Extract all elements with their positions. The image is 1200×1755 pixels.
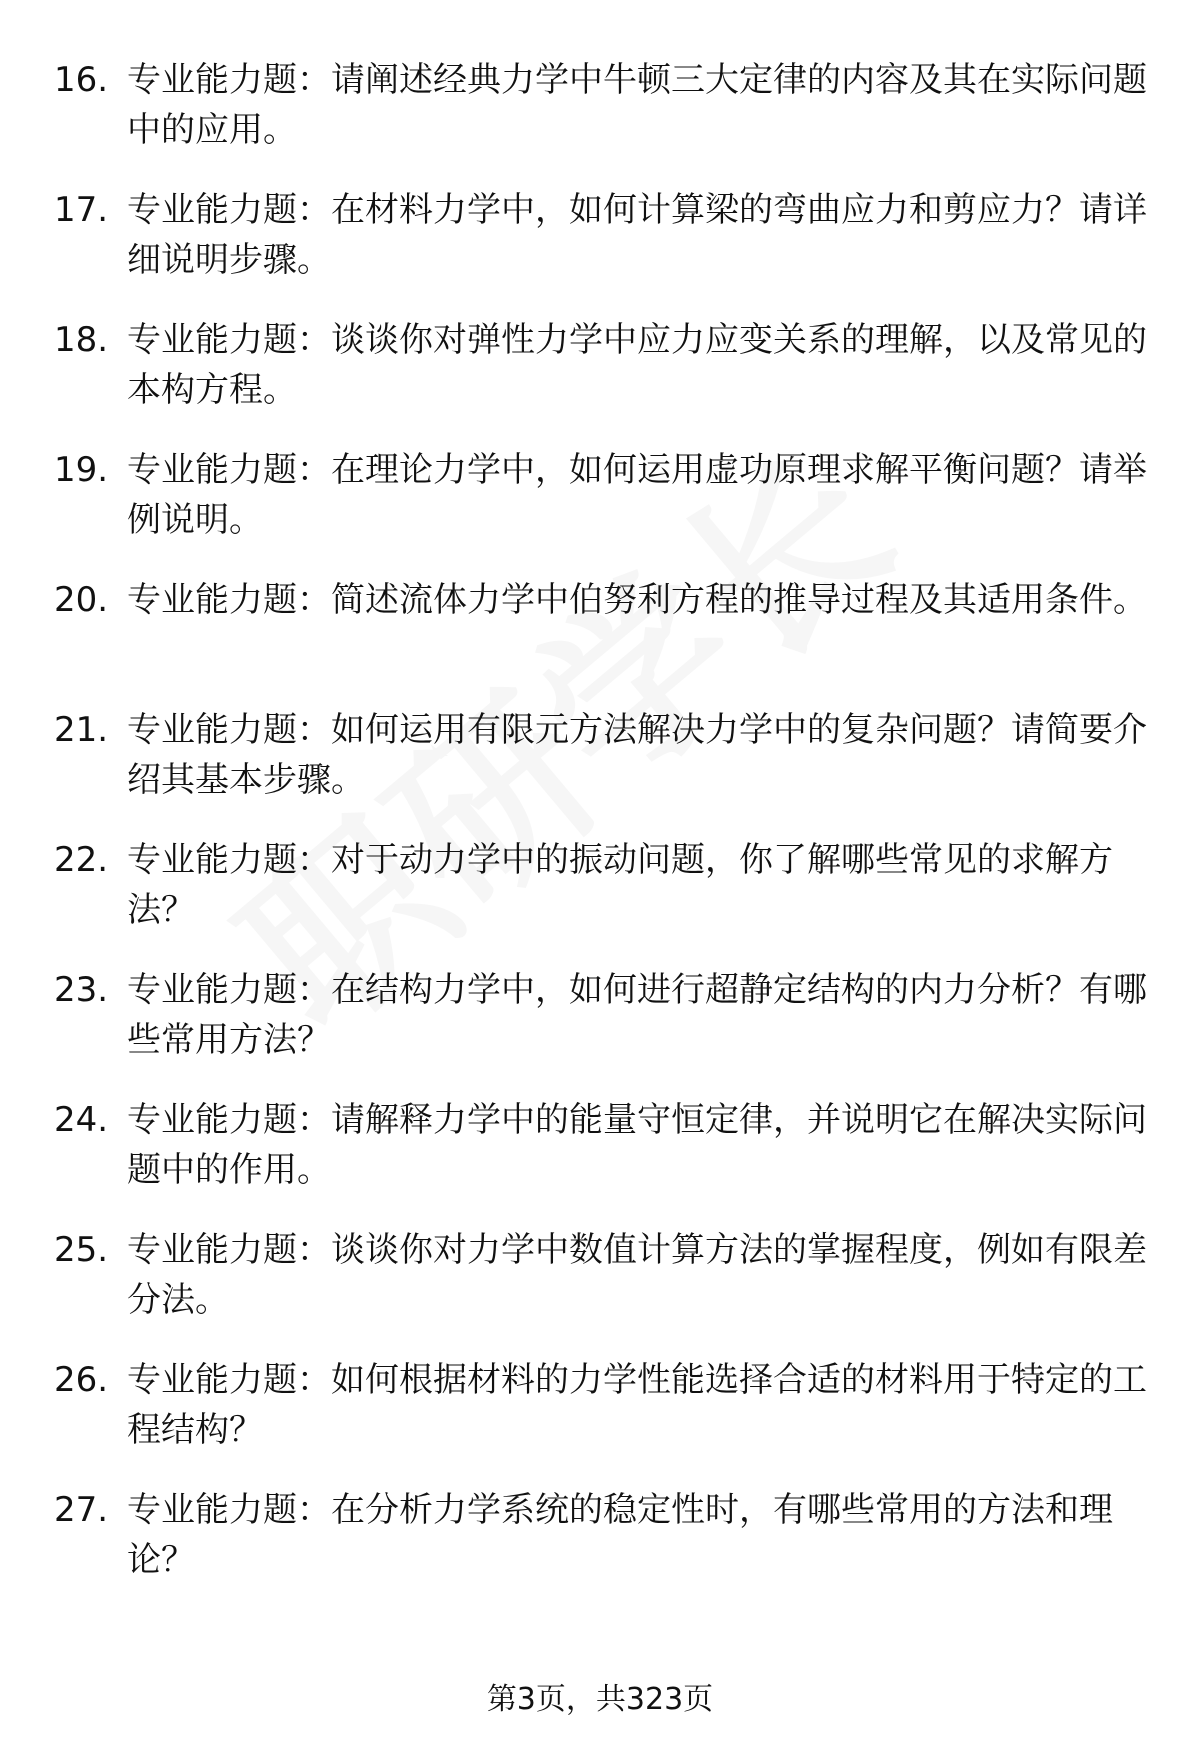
question-text: 专业能力题：谈谈你对弹性力学中应力应变关系的理解，以及常见的本构方程。 [127,320,1147,410]
question-number: 25. [54,1230,109,1270]
question-text: 专业能力题：如何根据材料的力学性能选择合适的材料用于特定的工程结构？ [127,1360,1147,1450]
question-number: 26. [54,1360,109,1400]
question-number: 19. [54,450,109,490]
question-text: 专业能力题：谈谈你对力学中数值计算方法的掌握程度，例如有限差分法。 [127,1230,1147,1320]
question-text: 专业能力题：在材料力学中，如何计算梁的弯曲应力和剪应力？请详细说明步骤。 [127,190,1147,280]
question-text: 专业能力题：在理论力学中，如何运用虚功原理求解平衡问题？请举例说明。 [127,450,1147,540]
question-text: 专业能力题：请解释力学中的能量守恒定律，并说明它在解决实际问题中的作用。 [127,1100,1147,1190]
question-text: 专业能力题：请阐述经典力学中牛顿三大定律的内容及其在实际问题中的应用。 [127,60,1147,150]
question-number: 18. [54,320,109,360]
question-number: 24. [54,1100,109,1140]
question-text: 专业能力题：对于动力学中的振动问题，你了解哪些常见的求解方法？ [127,840,1113,930]
question-number: 16. [54,60,109,100]
question-text: 专业能力题：在分析力学系统的稳定性时，有哪些常用的方法和理论？ [127,1490,1113,1580]
question-number: 21. [54,710,109,750]
page-footer: 第3页，共323页 [486,1682,714,1717]
question-number: 23. [54,970,109,1010]
question-number: 22. [54,840,109,880]
question-number: 17. [54,190,109,230]
question-text: 专业能力题：简述流体力学中伯努利方程的推导过程及其适用条件。 [127,580,1147,620]
question-text: 专业能力题：如何运用有限元方法解决力学中的复杂问题？请简要介绍其基本步骤。 [127,710,1147,800]
question-text: 专业能力题：在结构力学中，如何进行超静定结构的内力分析？有哪些常用方法？ [127,970,1147,1060]
question-number: 27. [54,1490,109,1530]
question-number: 20. [54,580,109,620]
